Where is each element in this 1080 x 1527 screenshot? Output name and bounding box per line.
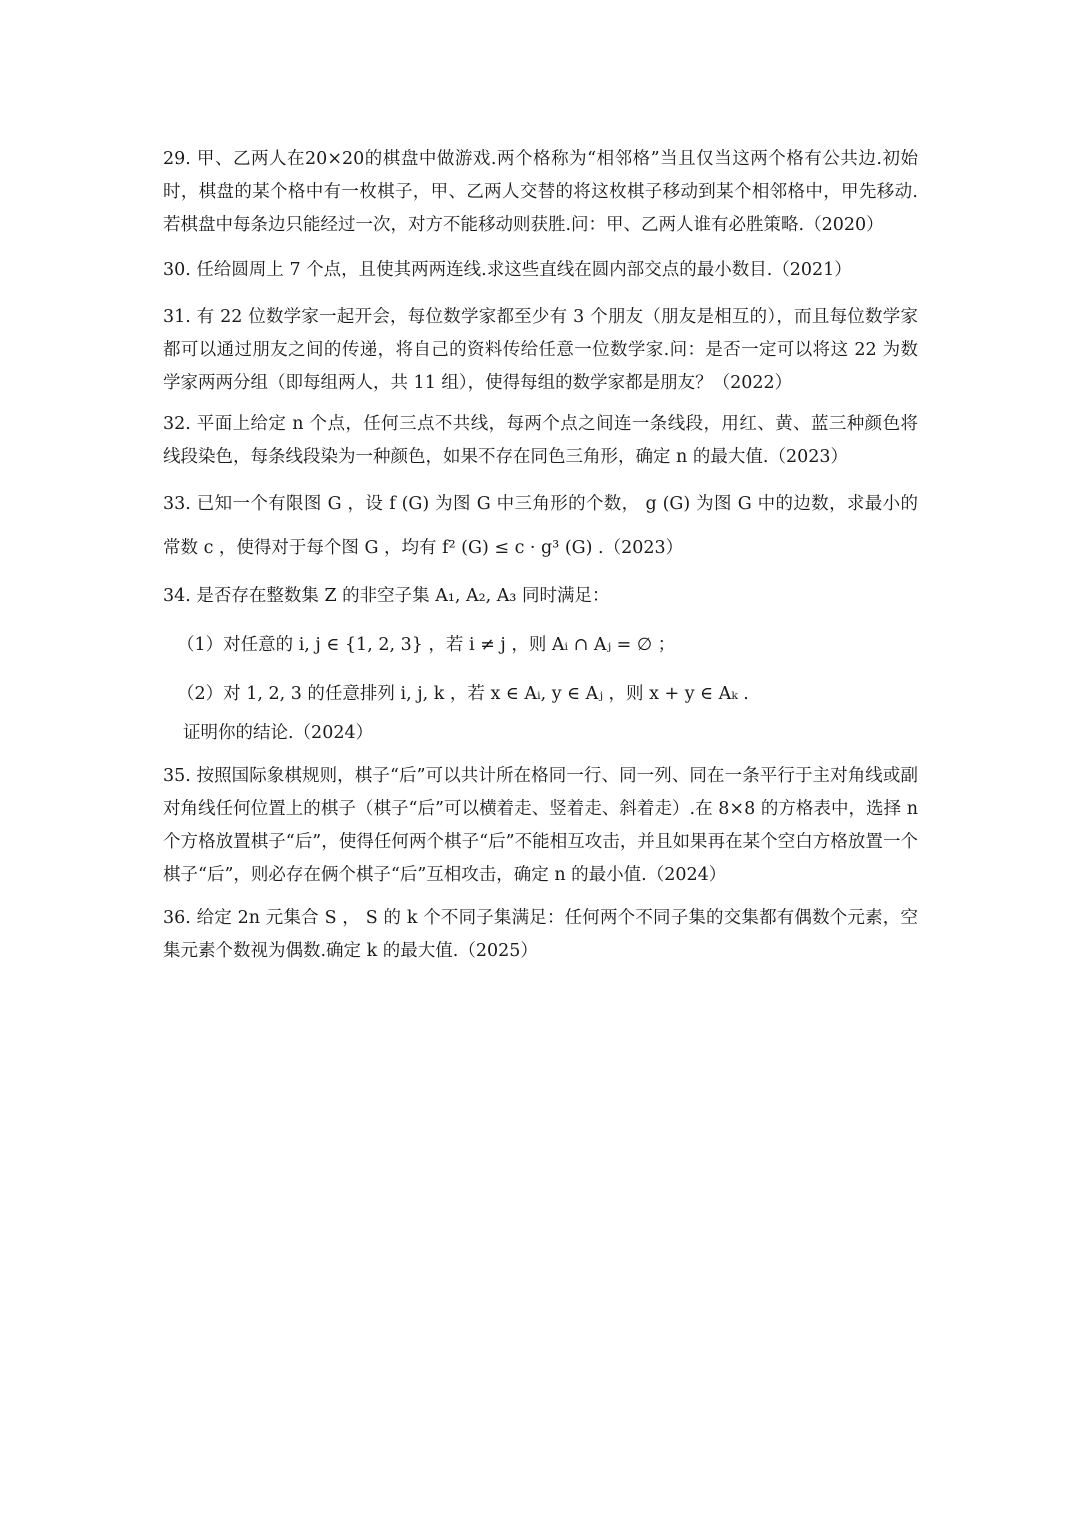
- problem-34-stem: 34. 是否存在整数集 Z 的非空子集 A₁, A₂, A₃ 同时满足：: [163, 586, 610, 606]
- problem-31: 31. 有 22 位数学家一起开会，每位数学家都至少有 3 个朋友（朋友是相互的），而且每位数学家都可以通过朋友之间的传递，将自己的资料传给任意一位数学家.问：是否一定可以将这 22 为数学家两两分组（即每组两人，共 11 组），使得每组的数学家都是朋友？（2022）: [163, 307, 918, 393]
- problem-34-condition-1: （1）对任意的 i, j ∈ {1, 2, 3} ，若 i ≠ j ，则 Aᵢ ∩ Aⱼ = ∅ ；: [177, 635, 676, 655]
- problem-33: 33. 已知一个有限图 G ，设 f (G) 为图 G 中三角形的个数， g (G) 为图 G 中的边数，求最小的常数 c ，使得对于每个图 G ，均有 f² (G) ≤ c · g³ (G) .（2023）: [163, 494, 918, 558]
- problem-34-conclusion: 证明你的结论.（2024）: [183, 723, 374, 743]
- problem-list: [163, 143, 918, 968]
- problem-35: 35. 按照国际象棋规则，棋子“后”可以共计所在格同一行、同一列、同在一条平行于主对角线或副对角线任何位置上的棋子（棋子“后”可以横着走、竖着走、斜着走）.在 8×8 的方格表中，选择 n 个方格放置棋子“后”，使得任何两个棋子“后”不能相互攻击，并且如果再在某个空白方格放置一个棋子“后”，则必存在俩个棋子“后”互相攻击，确定 n 的最小值.（2024）: [163, 766, 918, 885]
- problem-32: 32. 平面上给定 n 个点，任何三点不共线，每两个点之间连一条线段，用红、黄、蓝三种颜色将线段染色，每条线段染为一种颜色，如果不存在同色三角形，确定 n 的最大值.（2023）: [163, 414, 918, 467]
- problem-36: 36. 给定 2n 元集合 S ， S 的 k 个不同子集满足：任何两个不同子集的交集都有偶数个元素，空集元素个数视为偶数.确定 k 的最大值.（2025）: [163, 908, 918, 961]
- problem-34-condition-2: （2）对 1, 2, 3 的任意排列 i, j, k ，若 x ∈ Aᵢ, y ∈ Aⱼ ，则 x + y ∈ Aₖ .: [177, 684, 749, 704]
- problem-29: 29. 甲、乙两人在20×20的棋盘中做游戏.两个格称为“相邻格”当且仅当这两个格有公共边.初始时，棋盘的某个格中有一枚棋子，甲、乙两人交替的将这枚棋子移动到某个相邻格中，甲先移动.若棋盘中每条边只能经过一次，对方不能移动则获胜.问：甲、乙两人谁有必胜策略.（2020）: [163, 149, 918, 235]
- problem-34: [163, 580, 918, 750]
- problem-30: 30. 任给圆周上 7 个点，且使其两两连线.求这些直线在圆内部交点的最小数目.（2021）: [163, 260, 852, 280]
